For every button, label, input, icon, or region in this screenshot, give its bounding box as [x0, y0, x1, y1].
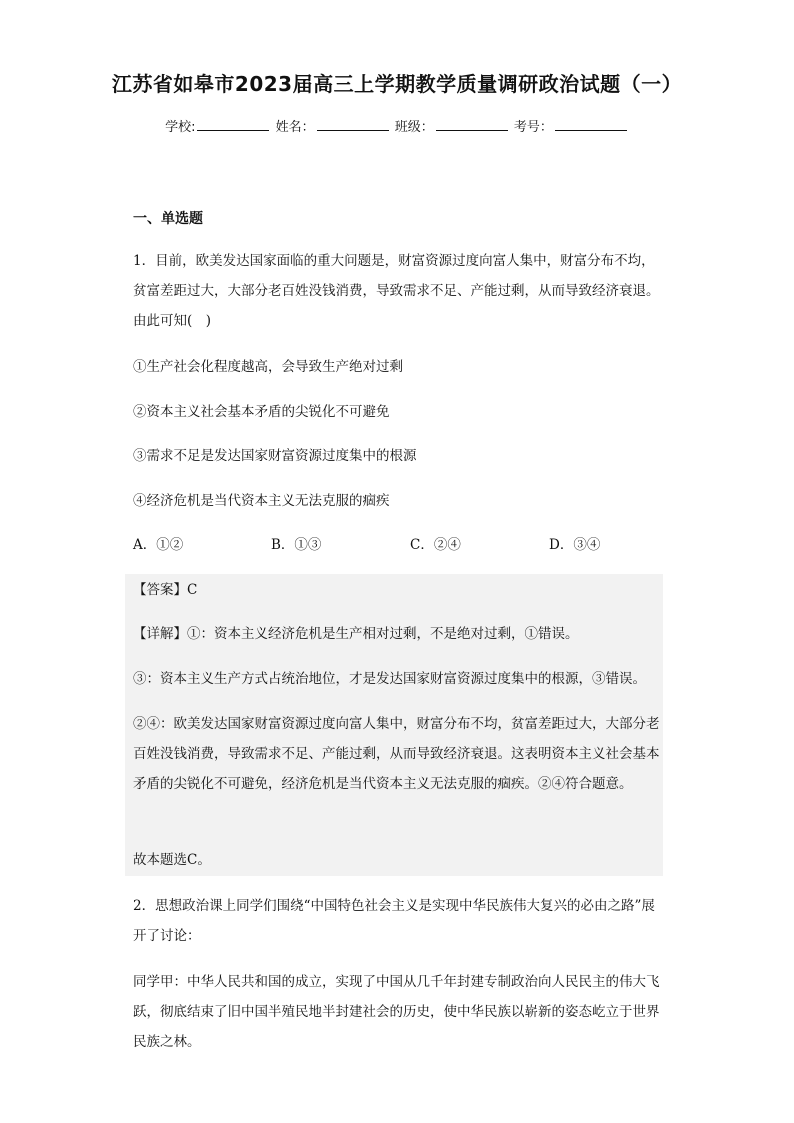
q1-detail-1: 【详解】①：资本主义经济危机是生产相对过剩，不是绝对过剩，①错误。 [133, 626, 579, 642]
name-blank [317, 117, 389, 131]
q1-option-d: D．③④ [549, 537, 601, 553]
q1-statement-2: ②资本主义社会基本矛盾的尖锐化不可避免 [133, 404, 390, 420]
q1-statement-3: ③需求不足是发达国家财富资源过度集中的根源 [133, 448, 417, 464]
q1-detail-2: ③：资本主义生产方式占统治地位，才是发达国家财富资源过度集中的根源，③错误。 [133, 671, 646, 687]
number-blank [555, 117, 627, 131]
number-label: 考号： [513, 120, 553, 135]
section-title: 一、单选题 [133, 211, 203, 227]
question-2-stem: 2．思想政治课上同学们围绕“中国特色社会主义是实现中华民族伟大复兴的必由之路”展开了讨论： [133, 898, 655, 944]
class-label: 班级： [394, 120, 434, 135]
q1-option-a: A．①② [133, 537, 184, 553]
student-info-line [0, 116, 794, 135]
q1-statement-1: ①生产社会化程度越高，会导致生产绝对过剩 [133, 359, 403, 375]
class-blank [436, 117, 508, 131]
question-1-stem: 1．目前，欧美发达国家面临的重大问题是，财富资源过度向富人集中，财富分布不均，贫富差距过大，大部分老百姓没钱消费，导致需求不足、产能过剩，从而导致经济衰退。由此可知( ) [133, 253, 660, 329]
q1-detail-3: ②④：欧美发达国家财富资源过度向富人集中，财富分布不均，贫富差距过大，大部分老百姓没钱消费，导致需求不足、产能过剩，从而导致经济衰退。这表明资本主义社会基本矛盾的尖锐化不可避免，经济危机是当代资本主义无法克服的痼疾。②④符合题意。 [133, 716, 660, 792]
q1-answer: 【答案】C [133, 582, 198, 598]
school-label: 学校: [165, 120, 196, 135]
q1-options [133, 530, 673, 560]
name-label: 姓名： [275, 120, 315, 135]
q1-detail-4: 故本题选C。 [133, 852, 211, 868]
school-blank [197, 117, 269, 131]
document-title: 江苏省如皋市2023届高三上学期教学质量调研政治试题（一） [111, 72, 683, 96]
q1-option-c: C．②④ [410, 537, 461, 553]
q1-option-b: B．①③ [271, 537, 322, 553]
q1-statement-4: ④经济危机是当代资本主义无法克服的痼疾 [133, 493, 390, 509]
q2-student-a: 同学甲：中华人民共和国的成立，实现了中国从几千年封建专制政治向人民民主的伟大飞跃，彻底结束了旧中国半殖民地半封建社会的历史，使中华民族以崭新的姿态屹立于世界民族之林。 [133, 974, 660, 1050]
